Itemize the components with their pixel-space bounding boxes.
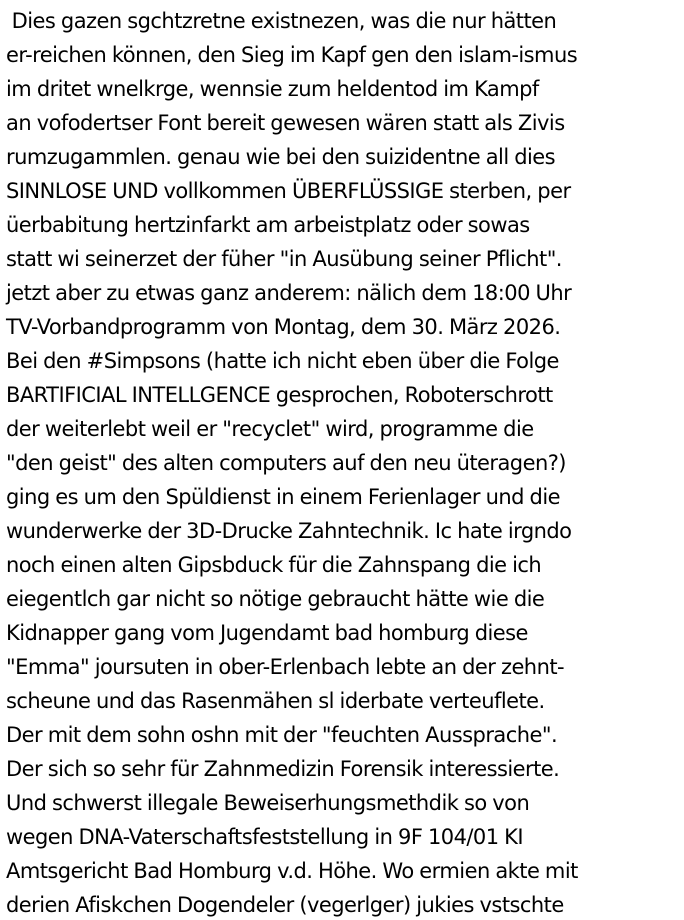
text-line: "den geist" des alten computers auf den neu üteragen?) bbox=[6, 451, 566, 475]
text-line: rumzugammlen. genau wie bei den suizidentne all dies bbox=[6, 145, 556, 169]
text-line: Der mit dem sohn oshn mit der "feuchten Aussprache". bbox=[6, 723, 558, 747]
text-line: Kidnapper gang vom Jugendamt bad homburg diese bbox=[6, 621, 528, 645]
text-line: BARTIFICIAL INTELLGENCE gesprochen, Roboterschrott bbox=[6, 383, 553, 407]
document-text bbox=[6, 4, 682, 920]
text-line: Und schwerst illegale Beweiserhungsmethdik so von bbox=[6, 791, 530, 815]
text-line: jetzt aber zu etwas ganz anderem: nälich dem 18:00 Uhr bbox=[6, 281, 572, 305]
text-line: üerbabitung hertzinfarkt am arbeistplatz oder sowas bbox=[6, 213, 530, 237]
text-line: der weiterlebt weil er "recyclet" wird, programme die bbox=[6, 417, 534, 441]
text-line: Dies gazen sgchtzretne existnezen, was die nur hätten bbox=[6, 9, 557, 33]
text-line: TV-Vorbandprogramm von Montag, dem 30. März 2026. bbox=[6, 315, 561, 339]
text-line: wunderwerke der 3D-Drucke Zahntechnik. Ic hate irgndo bbox=[6, 519, 572, 543]
text-line: scheune und das Rasenmähen sl iderbate verteuflete. bbox=[6, 689, 545, 713]
text-line: noch einen alten Gipsbduck für die Zahnspang die ich bbox=[6, 553, 542, 577]
text-line: wegen DNA-Vaterschaftsfeststellung in 9F 104/01 KI bbox=[6, 825, 524, 849]
text-line: statt wi seinerzet der füher "in Ausübung seiner Pflicht". bbox=[6, 247, 562, 271]
text-line: eiegentlch gar nicht so nötige gebraucht hätte wie die bbox=[6, 587, 545, 611]
text-line: Amtsgericht Bad Homburg v.d. Höhe. Wo ermien akte mit bbox=[6, 859, 578, 883]
text-line: derien Afiskchen Dogendeler (vegerlger) jukies vstschte bbox=[6, 893, 564, 917]
text-line: ging es um den Spüldienst in einem Ferienlager und die bbox=[6, 485, 560, 509]
text-line: Bei den #Simpsons (hatte ich nicht eben über die Folge bbox=[6, 349, 559, 373]
text-line: Der sich so sehr für Zahnmedizin Forensik interessierte. bbox=[6, 757, 560, 781]
text-line: "Emma" joursuten in ober-Erlenbach lebte an der zehnt- bbox=[6, 655, 565, 679]
text-line: er-reichen können, den Sieg im Kapf gen den islam-ismus bbox=[6, 43, 578, 67]
text-line: SINNLOSE UND vollkommen ÜBERFLÜSSIGE sterben, per bbox=[6, 179, 571, 203]
text-line: im dritet wnelkrge, wennsie zum heldentod im Kampf bbox=[6, 77, 539, 101]
text-line: an vofodertser Font bereit gewesen wären statt als Zivis bbox=[6, 111, 565, 135]
